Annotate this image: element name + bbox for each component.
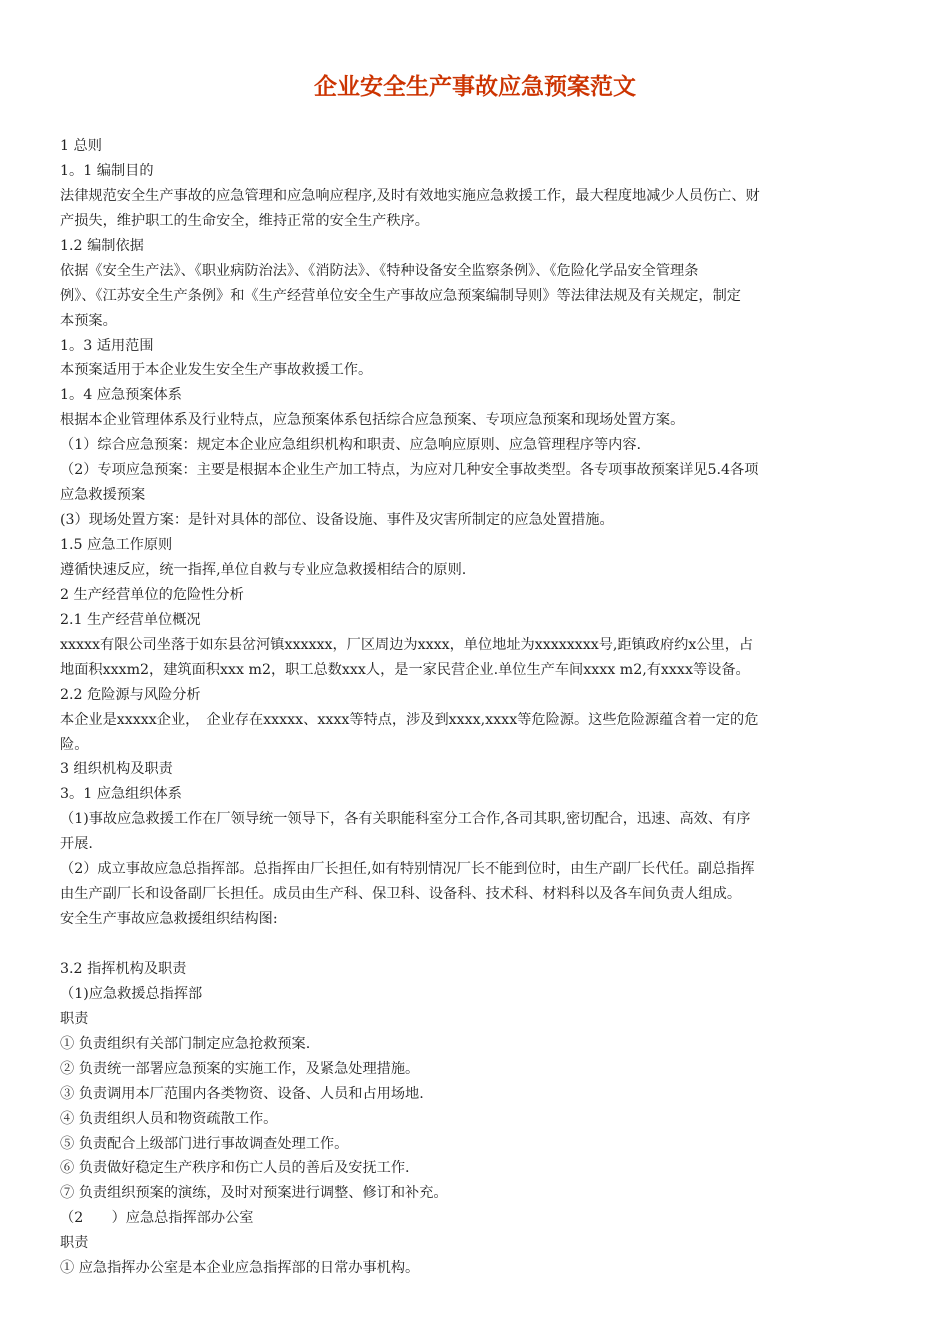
text-line: 3。1 应急组织体系 xyxy=(60,786,182,803)
text-line: 2.2 危险源与风险分析 xyxy=(60,686,201,703)
text-line: 职责 xyxy=(60,1010,89,1027)
text-line: 职责 xyxy=(60,1235,89,1252)
text-line: 例》、《江苏安全生产条例》和《生产经营单位安全生产事故应急预案编制导则》等法律法规及有关规定，制定 xyxy=(60,287,741,304)
text-line: ⑦ 负责组织预案的演练，及时对预案进行调整、修订和补充。 xyxy=(60,1185,448,1202)
document-title: 企业安全生产事故应急预案范文 xyxy=(314,74,636,100)
text-line: 险。 xyxy=(60,736,89,753)
text-line: 开展. xyxy=(60,836,93,853)
text-line: ⑥ 负责做好稳定生产秩序和伤亡人员的善后及安抚工作. xyxy=(60,1160,410,1177)
text-line: 1 总则 xyxy=(60,138,102,154)
text-line: 根据本企业管理体系及行业特点，应急预案体系包括综合应急预案、专项应急预案和现场处置方案。 xyxy=(60,412,685,429)
text-line: 依据《安全生产法》、《职业病防治法》、《消防法》、《特种设备安全监察条例》、《危险化学品安全管理条 xyxy=(60,262,699,279)
text-line: ② 负责统一部署应急预案的实施工作，及紧急处理措施。 xyxy=(60,1060,420,1077)
text-line: ③ 负责调用本厂范围内各类物资、设备、人员和占用场地. xyxy=(60,1085,424,1102)
text-line: 1。3 适用范围 xyxy=(60,337,154,354)
text-line: 1.5 应急工作原则 xyxy=(60,537,173,553)
text-line: 本企业是xxxxx企业， 企业存在xxxxx、xxxx等特点，涉及到xxxx,xxxx等危险源。这些危险源蕴含着一定的危 xyxy=(60,711,759,728)
text-line: ④ 负责组织人员和物资疏散工作。 xyxy=(60,1110,278,1127)
text-line: （1)事故应急救援工作在厂领导统一领导下，各有关职能科室分工合作,各司其职,密切配合，迅速、高效、有序 xyxy=(60,811,751,828)
text-line: 应急救援预案 xyxy=(60,487,146,504)
text-line: （2）成立事故应急总指挥部。总指挥由厂长担任,如有特别情况厂长不能到位时，由生产副厂长代任。副总指挥 xyxy=(60,861,755,878)
document-body xyxy=(60,134,892,1281)
text-line: （2）专项应急预案：主要是根据本企业生产加工特点，为应对几种安全事故类型。各专项事故预案详见5.4各项 xyxy=(60,462,759,479)
text-line: 由生产副厂长和设备副厂长担任。成员由生产科、保卫科、设备科、技术科、材料科以及各车间负责人组成。 xyxy=(60,886,742,903)
text-line: （1）综合应急预案：规定本企业应急组织机构和职责、应急响应原则、应急管理程序等内容. xyxy=(60,437,642,454)
text-line: xxxxx有限公司坐落于如东县岔河镇xxxxxx，厂区周边为xxxx，单位地址为xxxxxxxx号,距镇政府约x公里，占 xyxy=(60,636,754,653)
text-line: ① 负责组织有关部门制定应急抢救预案. xyxy=(60,1035,311,1052)
text-line: 安全生产事故应急救援组织结构图: xyxy=(60,911,278,928)
text-line: ⑤ 负责配合上级部门进行事故调查处理工作。 xyxy=(60,1135,349,1152)
text-line: 法律规范安全生产事故的应急管理和应急响应程序,及时有效地实施应急救援工作，最大程度地减少人员伤亡、财 xyxy=(60,187,760,204)
text-line: 本预案适用于本企业发生安全生产事故救援工作。 xyxy=(60,362,373,379)
text-line: 1.2 编制依据 xyxy=(60,237,144,254)
text-line: 产损失，维护职工的生命安全，维持正常的安全生产秩序。 xyxy=(60,212,429,229)
text-line: （1)应急救援总指挥部 xyxy=(60,985,203,1002)
text-line: 2 生产经营单位的危险性分析 xyxy=(60,586,244,603)
text-line: 1。1 编制目的 xyxy=(60,162,154,179)
text-line: 3.2 指挥机构及职责 xyxy=(60,960,187,977)
text-line: 本预案。 xyxy=(60,312,117,329)
text-line: (3）现场处置方案：是针对具体的部位、设备设施、事件及灾害所制定的应急处置措施。 xyxy=(60,512,614,529)
text-line: （2 ）应急总指挥部办公室 xyxy=(60,1210,254,1227)
text-line: 地面积xxxm2，建筑面积xxx m2，职工总数xxx人，是一家民营企业.单位生产车间xxxx m2,有xxxx等设备。 xyxy=(60,661,750,678)
text-line: ① 应急指挥办公室是本企业应急指挥部的日常办事机构。 xyxy=(60,1260,420,1277)
text-line: 遵循快速反应，统一指挥,单位自救与专业应急救援相结合的原则. xyxy=(60,561,467,578)
text-line: 1。4 应急预案体系 xyxy=(60,387,182,404)
text-line: 2.1 生产经营单位概况 xyxy=(60,611,201,628)
blank-line xyxy=(60,932,892,957)
text-line: 3 组织机构及职责 xyxy=(60,761,173,778)
